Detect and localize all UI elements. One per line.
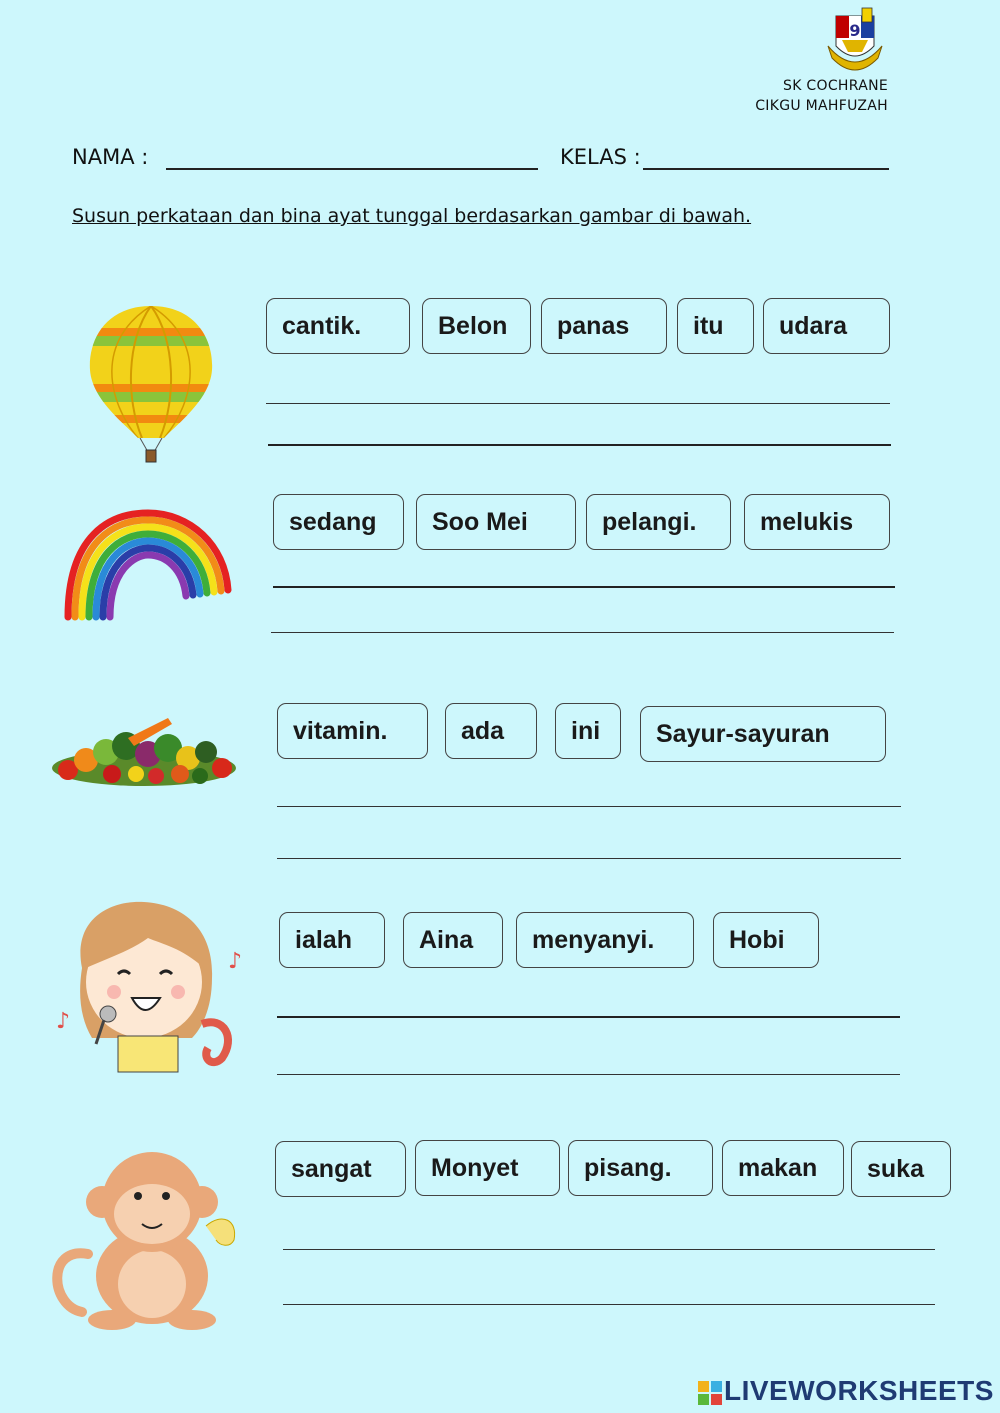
word-tile[interactable]: Aina bbox=[403, 912, 503, 968]
word-tile[interactable]: pelangi. bbox=[586, 494, 731, 550]
answer-line[interactable] bbox=[277, 1016, 900, 1018]
word-tile[interactable]: Soo Mei bbox=[416, 494, 576, 550]
word-tile[interactable]: melukis bbox=[744, 494, 890, 550]
name-field[interactable] bbox=[166, 168, 538, 170]
word-tile[interactable]: menyanyi. bbox=[516, 912, 694, 968]
hot-air-balloon-picture bbox=[86, 300, 216, 468]
svg-text:9: 9 bbox=[849, 21, 861, 40]
answer-line[interactable] bbox=[283, 1304, 935, 1305]
liveworksheets-logo-icon bbox=[698, 1381, 722, 1405]
word-tile[interactable]: cantik. bbox=[266, 298, 410, 354]
vegetables-picture bbox=[48, 708, 240, 790]
svg-text:♪: ♪ bbox=[56, 1009, 71, 1034]
instruction: Susun perkataan dan bina ayat tunggal berdasarkan gambar di bawah. bbox=[72, 205, 752, 227]
answer-line[interactable] bbox=[283, 1249, 935, 1250]
word-tile[interactable]: panas bbox=[541, 298, 667, 354]
word-tile[interactable]: Sayur-sayuran bbox=[640, 706, 886, 762]
school-name: SK COCHRANE bbox=[783, 78, 888, 94]
teacher-name: CIKGU MAHFUZAH bbox=[755, 98, 888, 114]
girl-singing-picture bbox=[52, 898, 248, 1074]
answer-line[interactable] bbox=[271, 632, 894, 633]
rainbow-picture bbox=[60, 505, 235, 625]
word-tile[interactable]: sedang bbox=[273, 494, 404, 550]
word-tile[interactable]: Belon bbox=[422, 298, 531, 354]
answer-line[interactable] bbox=[273, 586, 895, 588]
word-tile[interactable]: makan bbox=[722, 1140, 844, 1196]
answer-line[interactable] bbox=[277, 858, 901, 859]
word-tile[interactable]: pisang. bbox=[568, 1140, 713, 1196]
word-tile[interactable]: Hobi bbox=[713, 912, 819, 968]
answer-line[interactable] bbox=[266, 403, 890, 404]
answer-line[interactable] bbox=[268, 444, 891, 446]
svg-text:♪: ♪ bbox=[228, 949, 243, 974]
word-tile[interactable]: ada bbox=[445, 703, 537, 759]
name-label: NAMA : bbox=[72, 145, 149, 169]
word-tile[interactable]: itu bbox=[677, 298, 754, 354]
word-tile[interactable]: ini bbox=[555, 703, 621, 759]
word-tile[interactable]: ialah bbox=[279, 912, 385, 968]
word-tile[interactable]: sangat bbox=[275, 1141, 406, 1197]
class-label: KELAS : bbox=[560, 145, 641, 169]
liveworksheets-brand: LIVEWORKSHEETS bbox=[724, 1375, 994, 1406]
answer-line[interactable] bbox=[277, 1074, 900, 1075]
monkey-eating-banana-picture bbox=[52, 1136, 242, 1330]
word-tile[interactable]: suka bbox=[851, 1141, 951, 1197]
word-tile[interactable]: udara bbox=[763, 298, 890, 354]
word-tile[interactable]: vitamin. bbox=[277, 703, 428, 759]
word-tile[interactable]: Monyet bbox=[415, 1140, 560, 1196]
school-logo bbox=[822, 6, 888, 74]
answer-line[interactable] bbox=[277, 806, 901, 807]
class-field[interactable] bbox=[643, 168, 889, 170]
